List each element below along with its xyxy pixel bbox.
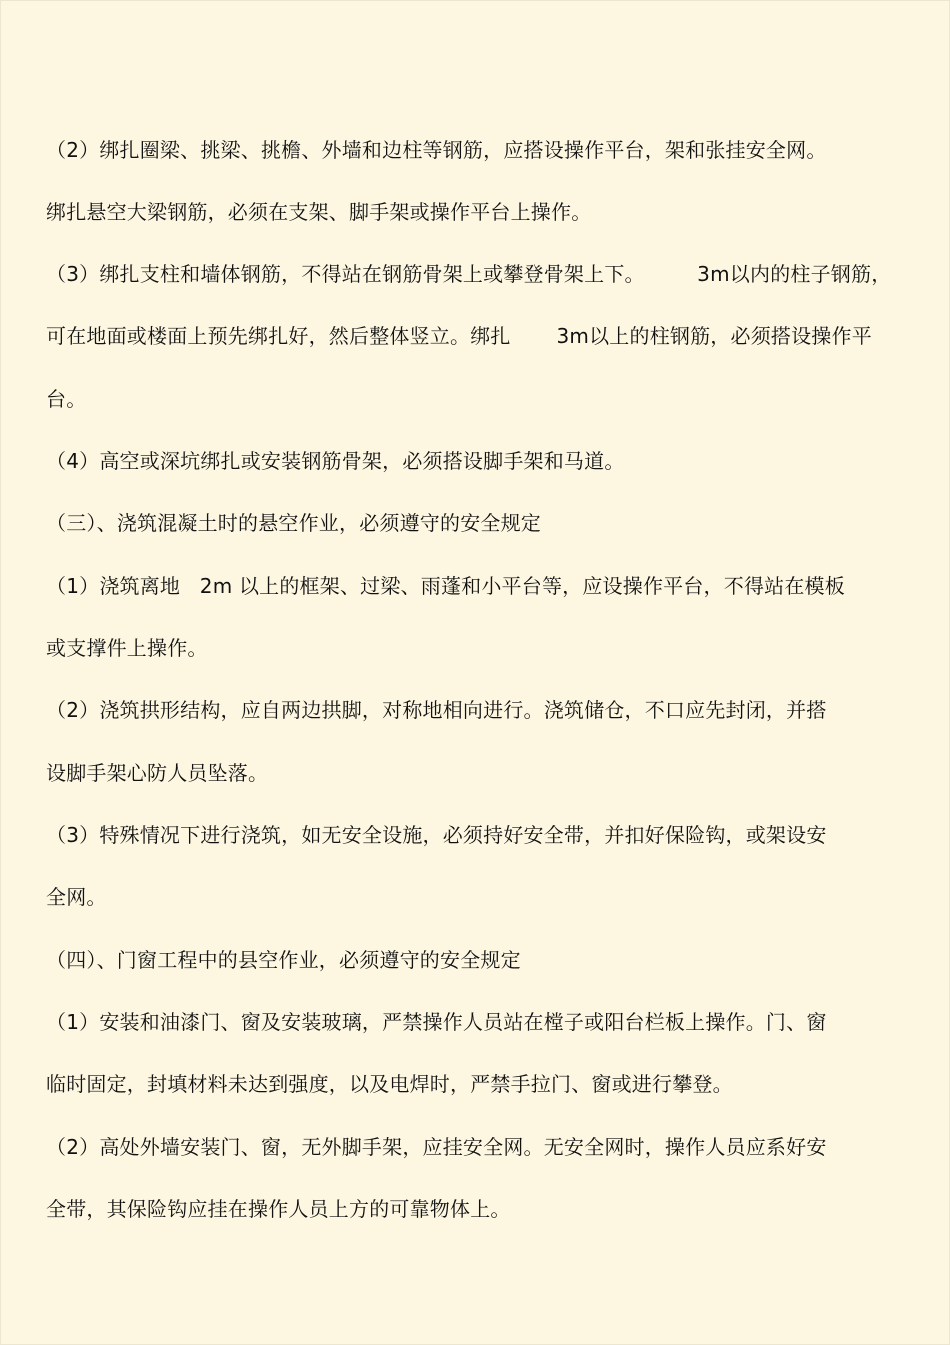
text-line: （1）安装和油漆门、窗及安装玻璃，严禁操作人员站在樘子或阳台栏板上操作。门、窗 xyxy=(46,1010,827,1034)
text-line: 绑扎悬空大梁钢筋，必须在支架、脚手架或操作平台上操作。 xyxy=(46,200,592,224)
text-line: 临时固定，封填材料未达到强度，以及电焊时，严禁手拉门、窗或进行攀登。 xyxy=(46,1072,733,1096)
text-line: 台。 xyxy=(46,387,87,411)
text-line: （3）绑扎支柱和墙体钢筋，不得站在钢筋骨架上或攀登骨架上下。 3m以内的柱子钢筋， xyxy=(46,262,892,286)
text-line: （2）浇筑拱形结构，应自两边拱脚，对称地相向进行。浇筑储仓，不口应先封闭，并搭 xyxy=(46,698,827,722)
text-line: 全网。 xyxy=(46,885,107,909)
text-line: 全带，其保险钩应挂在操作人员上方的可靠物体上。 xyxy=(46,1197,511,1221)
text-line: 设脚手架心防人员坠落。 xyxy=(46,761,269,785)
text-line: （2）高处外墙安装门、窗，无外脚手架，应挂安全网。无安全网时，操作人员应系好安 xyxy=(46,1135,827,1159)
text-line: 可在地面或楼面上预先绑扎好，然后整体竖立。绑扎 3m以上的柱钢筋，必须搭设操作平 xyxy=(46,324,872,348)
text-line: （1）浇筑离地 2m 以上的框架、过梁、雨蓬和小平台等，应设操作平台，不得站在模板 xyxy=(46,574,845,598)
section-heading: （三）、浇筑混凝土时的悬空作业，必须遵守的安全规定 xyxy=(46,511,541,535)
text-line: （3）特殊情况下进行浇筑，如无安全设施，必须持好安全带，并扣好保险钩，或架设安 xyxy=(46,823,827,847)
section-heading: （四）、门窗工程中的县空作业，必须遵守的安全规定 xyxy=(46,948,521,972)
text-line: （2）绑扎圈梁、挑梁、挑檐、外墙和边柱等钢筋，应搭设操作平台，架和张挂安全网。 xyxy=(46,138,827,162)
text-line: （4）高空或深坑绑扎或安装钢筋骨架，必须搭设脚手架和马道。 xyxy=(46,449,625,473)
text-line: 或支撑件上操作。 xyxy=(46,636,208,660)
